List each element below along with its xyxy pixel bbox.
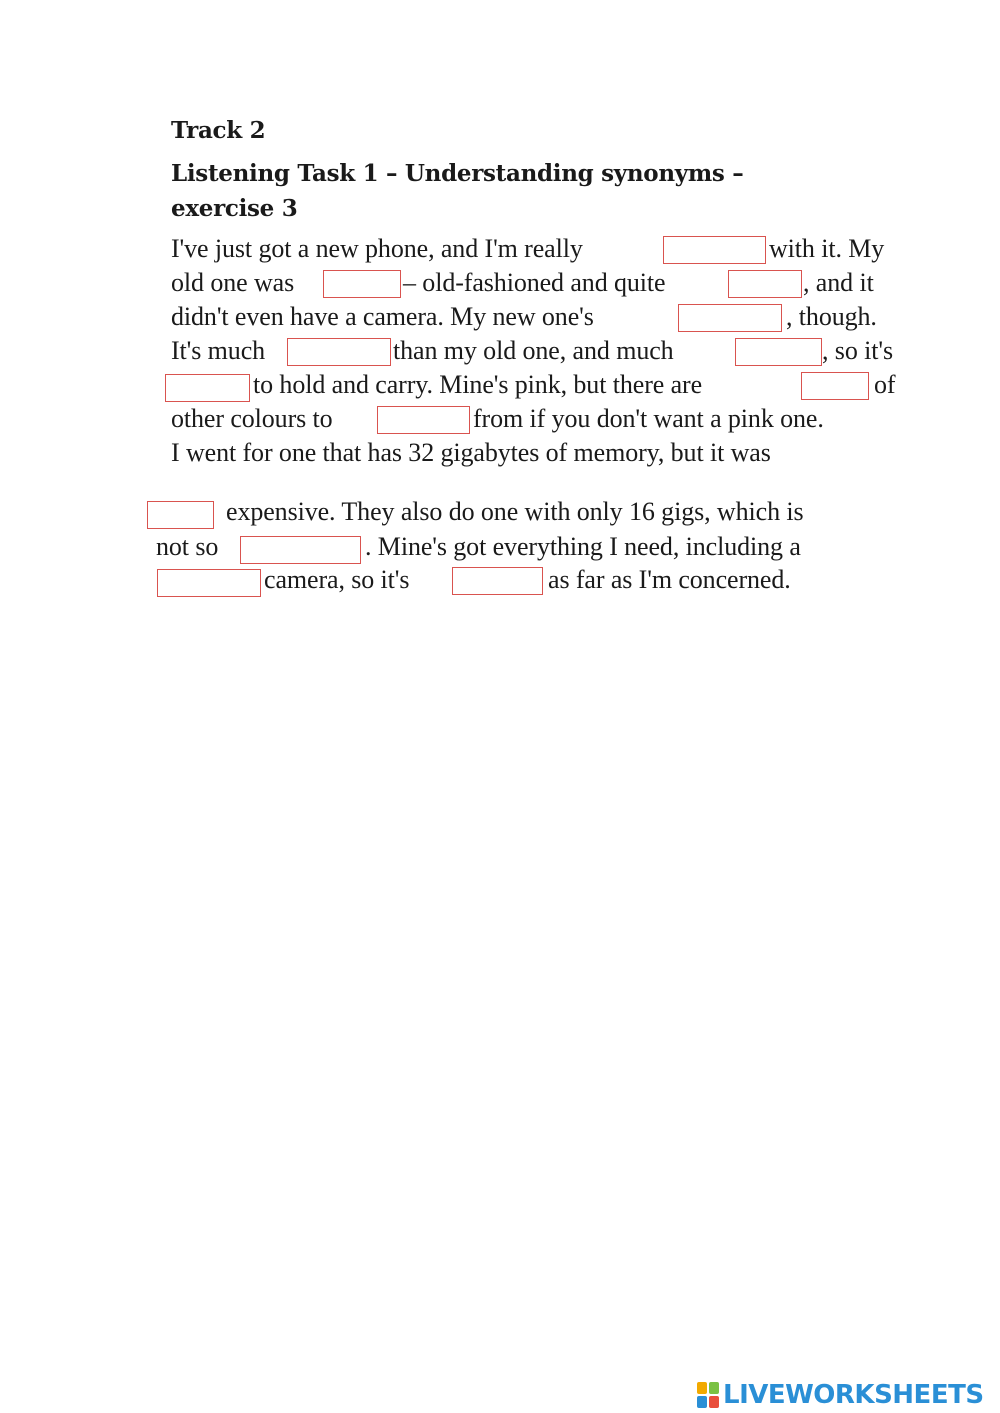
answer-gap-1[interactable]	[663, 236, 766, 264]
text-line10-a: camera, so it's	[264, 565, 410, 594]
text-line9-a: not so	[156, 532, 219, 561]
answer-gap-6[interactable]	[735, 338, 822, 366]
answer-gap-9[interactable]	[377, 406, 470, 434]
answer-gap-11[interactable]	[240, 536, 361, 564]
track-title: Track 2	[171, 117, 266, 144]
text-line3-b: , though.	[786, 302, 877, 331]
text-line1-a: I've just got a new phone, and I'm really	[171, 234, 583, 263]
text-line4-b: than my old one, and much	[393, 336, 674, 365]
text-line7-a: I went for one that has 32 gigabytes of memory, but it was	[171, 438, 771, 467]
answer-gap-5[interactable]	[287, 338, 391, 366]
task-title-line1: Listening Task 1 – Understanding synonyms –	[171, 160, 744, 187]
text-line9-b: . Mine's got everything I need, including a	[365, 532, 801, 561]
answer-gap-13[interactable]	[452, 567, 543, 595]
task-title-line2: exercise 3	[171, 195, 298, 222]
text-line6-a: other colours to	[171, 404, 333, 433]
text-line2-b: – old-fashioned and quite	[403, 268, 666, 297]
text-line1-b: with it. My	[769, 234, 885, 263]
answer-gap-2[interactable]	[323, 270, 401, 298]
text-line5-b: of	[874, 370, 896, 399]
answer-gap-12[interactable]	[157, 569, 261, 597]
text-line2-c: , and it	[803, 268, 874, 297]
liveworksheets-mark-icon	[697, 1380, 721, 1410]
text-line10-b: as far as I'm concerned.	[548, 565, 791, 594]
answer-gap-7[interactable]	[165, 374, 250, 402]
text-line3-a: didn't even have a camera. My new one's	[171, 302, 594, 331]
answer-gap-10[interactable]	[147, 501, 214, 529]
answer-gap-8[interactable]	[801, 372, 869, 400]
answer-gap-3[interactable]	[728, 270, 802, 298]
liveworksheets-logo	[697, 1378, 984, 1412]
answer-gap-4[interactable]	[678, 304, 782, 332]
text-line5-a: to hold and carry. Mine's pink, but there are	[253, 370, 703, 399]
text-line4-c: , so it's	[822, 336, 893, 365]
text-line8-a: expensive. They also do one with only 16 gigs, which is	[226, 497, 804, 526]
text-line2-a: old one was	[171, 268, 295, 297]
text-line4-a: It's much	[171, 336, 266, 365]
text-line6-b: from if you don't want a pink one.	[473, 404, 824, 433]
liveworksheets-brand: LIVEWORKSHEETS	[723, 1380, 984, 1410]
